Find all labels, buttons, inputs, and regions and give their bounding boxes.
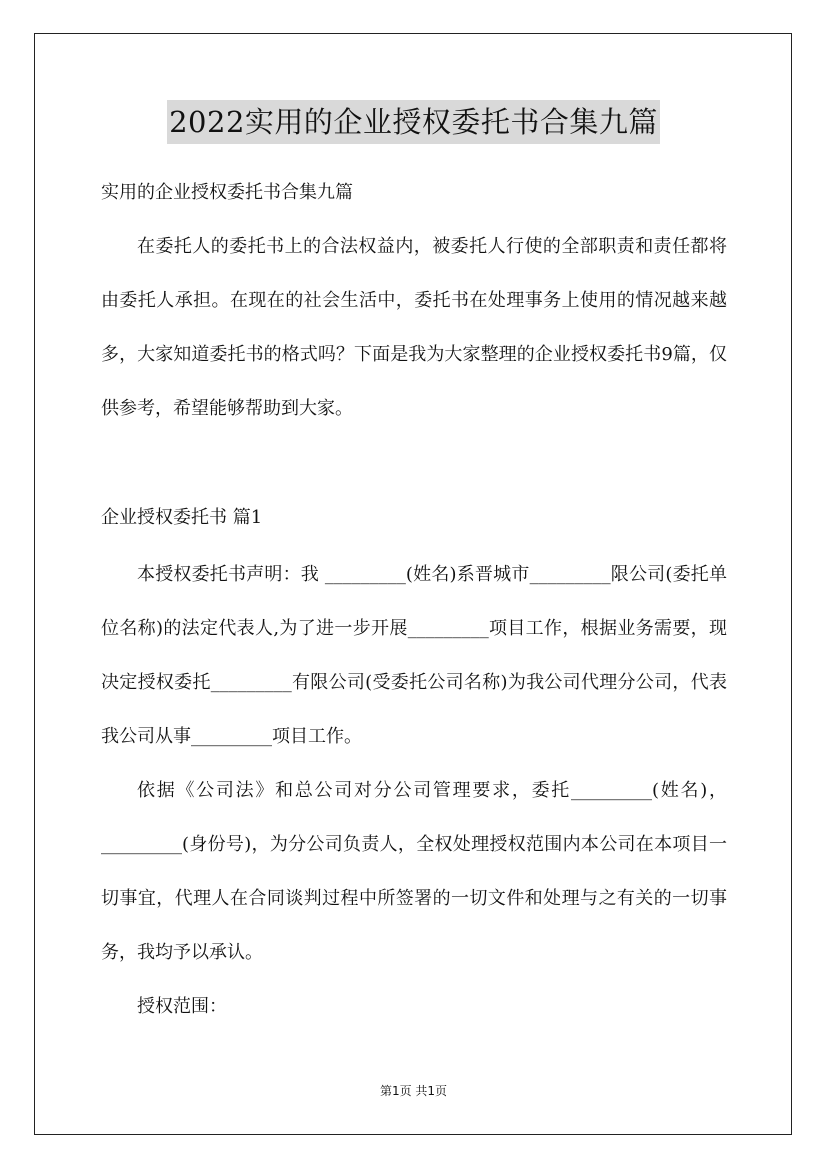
document-title: 2022实用的企业授权委托书合集九篇 xyxy=(167,100,660,144)
intro-section xyxy=(101,220,727,436)
intro-paragraph: 在委托人的委托书上的合法权益内，被委托人行使的全部职责和责任都将由委托人承担。在现在的社会生活中，委托书在处理事务上使用的情况越来越多，大家知道委托书的格式吗？下面是我为大家整理的企业授权委托书9篇，仅供参考，希望能够帮助到大家。 xyxy=(101,236,727,419)
document-subtitle: 实用的企业授权委托书合集九篇 xyxy=(101,182,353,203)
title-container xyxy=(0,100,827,144)
body-paragraph: 授权范围： xyxy=(137,996,227,1017)
section-heading: 企业授权委托书 篇1 xyxy=(101,507,263,528)
body-paragraph: 依据《公司法》和总公司对分公司管理要求，委托_________(姓名)，_________(身份号)，为分公司负责人，全权处理授权范围内本公司在本项目一切事宜，代理人在合同谈判过程中所签署的一切文件和处理与之有关的一切事务，我均予以承认。 xyxy=(101,780,727,963)
body-paragraph: 本授权委托书声明：我 _________(姓名)系晋城市_________限公司(委托单位名称)的法定代表人,为了进一步开展_________项目工作，根据业务需要，现决定授权委托_________有限公司(受委托公司名称)为我公司代理分公司，代表我公司从事_________项目工作。 xyxy=(101,564,727,747)
page-footer: 第1页 共1页 xyxy=(379,1084,448,1098)
section-body xyxy=(101,548,727,1034)
